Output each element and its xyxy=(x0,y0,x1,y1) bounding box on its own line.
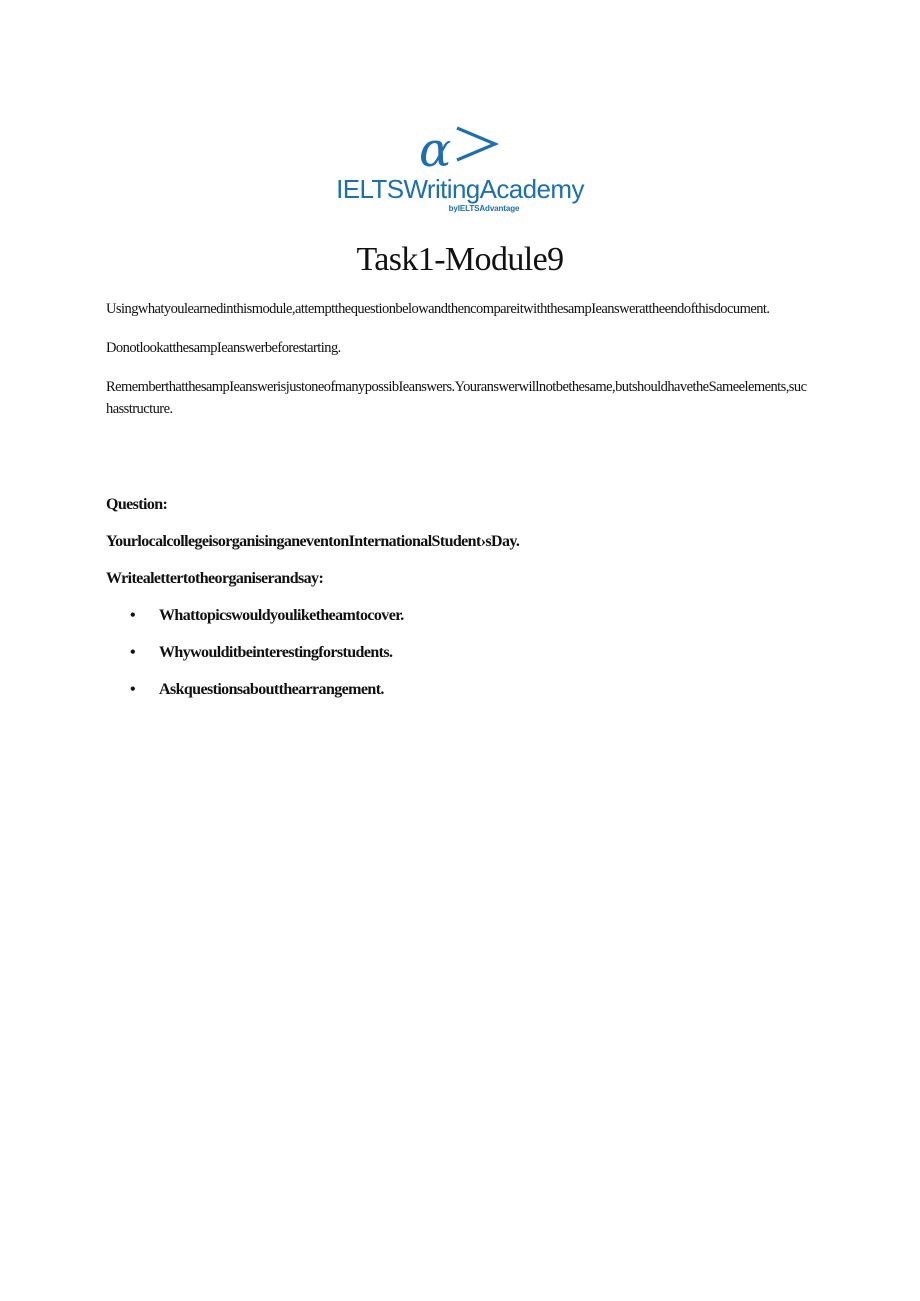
question-bullet-list xyxy=(106,605,816,701)
alpha-arrow-logo-icon xyxy=(417,120,503,174)
question-prompt: YourlocalcollegeisorganisinganeventonInternationalStudent›sDay. xyxy=(106,533,520,550)
logo-name: IELTSWritingAcademy xyxy=(336,174,584,204)
intro-paragraph-1: Usingwhatyoulearnedinthismodule,attemptthequestionbelowandthencompareitwiththesampIeanswerattheendofthisdocument. xyxy=(106,301,770,317)
bullet-text: Whattopicswouldyouliketheamtocover. xyxy=(159,607,404,624)
svg-text:α: α xyxy=(419,122,452,174)
list-item xyxy=(106,679,816,701)
logo xyxy=(0,120,920,214)
intro-paragraph-2: DonotlookatthesampIeanswerbeforestarting. xyxy=(106,340,341,356)
bullet-icon: • xyxy=(130,681,136,698)
question-section xyxy=(106,494,816,716)
bullet-icon: • xyxy=(130,644,136,661)
bullet-text: Whywoulditbeinterestingforstudents. xyxy=(159,644,393,661)
list-item xyxy=(106,642,816,664)
question-instruction: Writealettertotheorganiserandsay: xyxy=(106,570,324,587)
intro-paragraph-3: RememberthatthesampIeanswerisjustoneofmanypossibIeanswers.Youranswerwillnotbethesame,butshouldhavetheSameelements,suchasstructure. xyxy=(106,379,807,417)
list-item xyxy=(106,605,816,627)
question-heading: Question: xyxy=(106,496,168,513)
bullet-icon: • xyxy=(130,607,136,624)
page-title: Task1-Module9 xyxy=(356,241,564,278)
intro-section xyxy=(106,298,808,437)
logo-byline: byIELTSAdvantage xyxy=(448,204,520,213)
bullet-text: Askquestionsaboutthearrangement. xyxy=(159,681,384,698)
